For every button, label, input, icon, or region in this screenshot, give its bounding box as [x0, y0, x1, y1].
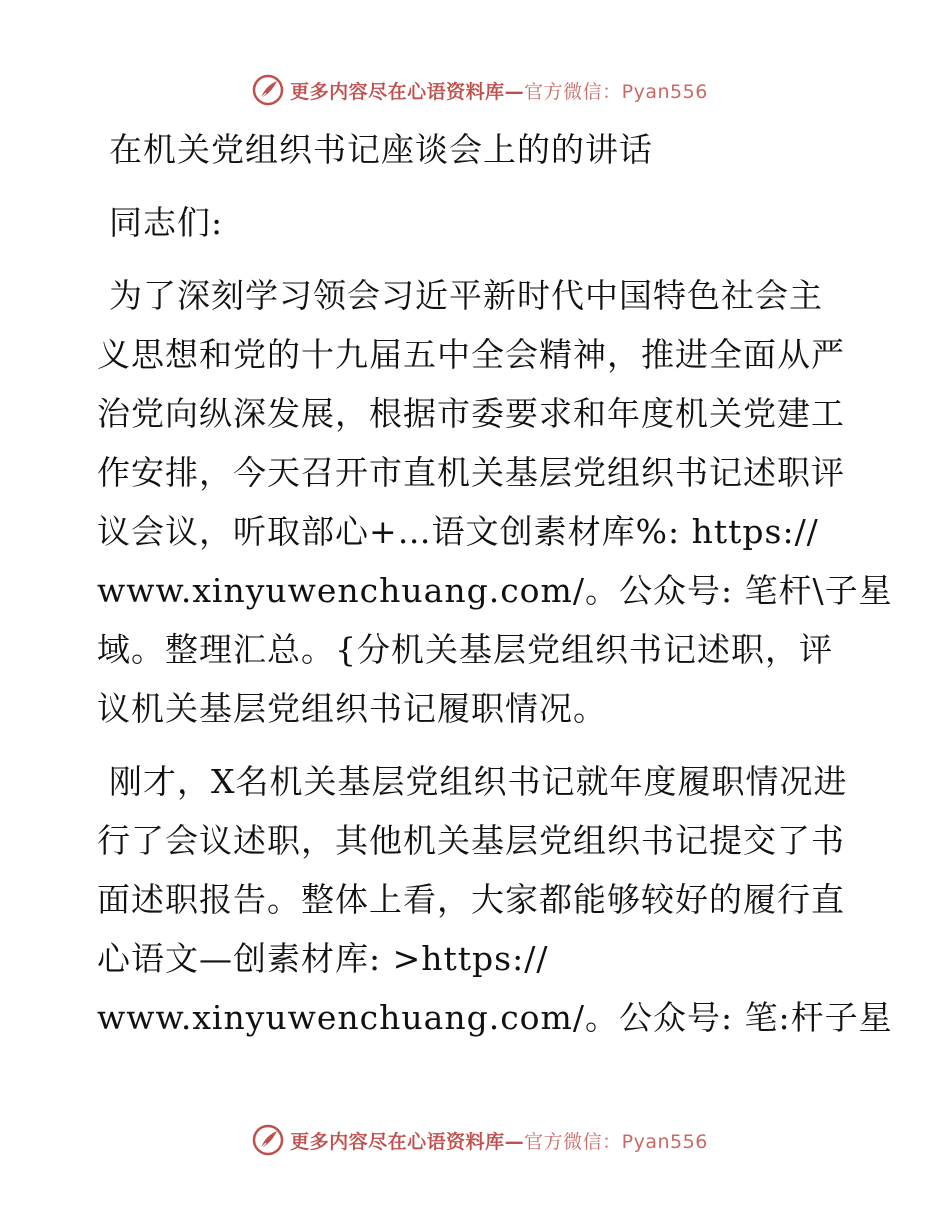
header-banner [0, 70, 950, 110]
paragraph-line: www.xinyuwenchuang.com/。公众号: 笔杆\子星 [97, 571, 893, 610]
banner-wechat-text: 官方微信：Pyan556 [524, 80, 708, 103]
banner-text [290, 1127, 708, 1154]
banner-main-text: 更多内容尽在心语资料库— [290, 1130, 525, 1153]
paragraph-line: 为了深刻学习领会习近平新时代中国特色社会主 [109, 276, 823, 315]
banner-main-text: 更多内容尽在心语资料库— [290, 80, 525, 103]
footer-banner [0, 1120, 950, 1160]
paragraph-2 [97, 752, 893, 1047]
paragraph-line: 心语文—创素材库: >https:// [97, 939, 549, 978]
paragraph-line: 义思想和党的十九届五中全会精神，推进全面从严 [97, 335, 845, 374]
paragraph-line: 面述职报告。整体上看，大家都能够较好的履行直 [97, 880, 845, 919]
paragraph-line: 治党向纵深发展，根据市委要求和年度机关党建工 [97, 394, 845, 433]
header-banner-content [252, 74, 708, 106]
feather-pen-icon [252, 74, 284, 106]
footer-banner-content [252, 1124, 708, 1156]
paragraph-line: www.xinyuwenchuang.com/。公众号: 笔:杆子星 [97, 998, 893, 1037]
document-title: 在机关党组织书记座谈会上的的讲话 [109, 130, 653, 169]
paragraph-line: 议机关基层党组织书记履职情况。 [97, 689, 607, 728]
paragraph-line: 域。整理汇总。{分机关基层党组织书记述职，评 [97, 630, 833, 669]
paragraph-line: 作安排，今天召开市直机关基层党组织书记述职评 [97, 453, 845, 492]
feather-pen-icon [252, 1124, 284, 1156]
paragraph-line: 刚才，X名机关基层党组织书记就年度履职情况进 [109, 762, 848, 801]
document-body [97, 120, 893, 1047]
paragraph-line: 行了会议述职，其他机关基层党组织书记提交了书 [97, 821, 845, 860]
banner-text [290, 77, 708, 104]
paragraph-line: 议会议，听取部心+…语文创素材库%: https:// [97, 512, 819, 551]
salutation: 同志们: [109, 203, 224, 242]
paragraph-1 [97, 266, 893, 738]
banner-wechat-text: 官方微信：Pyan556 [524, 1130, 708, 1153]
